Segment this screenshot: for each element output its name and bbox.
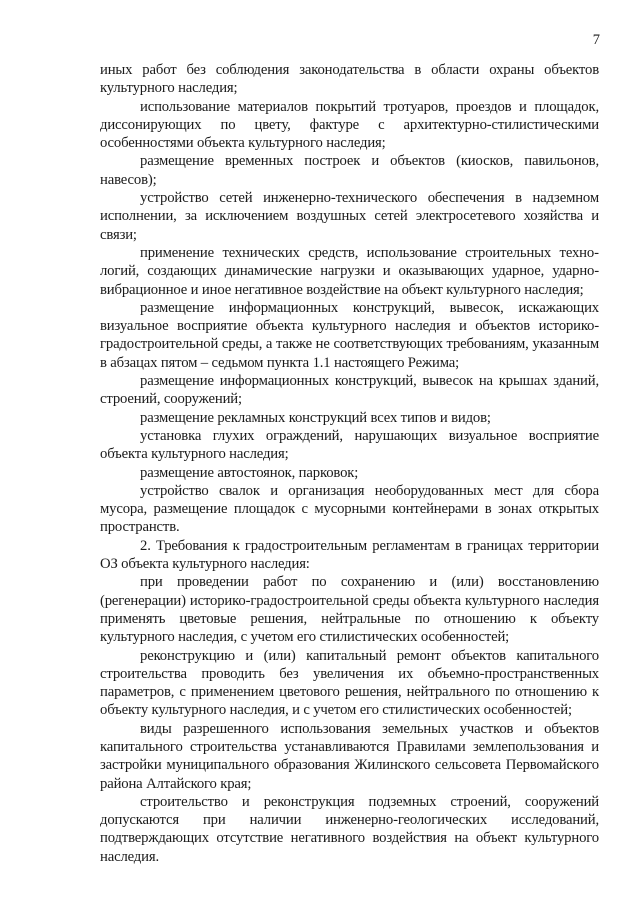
paragraph: установка глухих ограждений, нарушающих визуальное восприятие объекта культурного наследия;: [100, 427, 599, 463]
paragraph: использование материалов покрытий тротуаров, проездов и площадок, диссонирующих по цвету, фактуре с архитектурно-стилистическими особенностями объекта культурного наследия;: [100, 98, 599, 152]
section-heading-paragraph: 2. Требования к градостроительным регламентам в границах территории ОЗ объекта культурного наследия:: [100, 537, 599, 573]
paragraph: применение технических средств, использование строительных технологий, создающих динамические нагрузки и оказывающих ударное, ударно-вибрационное и иное негативное воздействие на объект культурного наследия;: [100, 244, 599, 298]
paragraph: виды разрешенного использования земельных участков и объектов капитального строительства устанавливаются Правилами землепользования и застройки муниципального образования Жилинского сельсовета Первомайского района Алтайского края;: [100, 720, 599, 792]
page-number: 7: [592, 32, 600, 48]
paragraph: размещение временных построек и объектов (киосков, павильонов, навесов);: [100, 153, 599, 188]
paragraph: реконструкцию и (или) капитальный ремонт объектов капитального строительства проводить без увеличения их объемно-пространственных параметров, с применением цветового решения, нейтрального по отношению к объекту культурного наследия, и с учетом его стилистических особенностей;: [100, 647, 599, 719]
paragraph: устройство сетей инженерно-технического обеспечения в надземном исполнении, за исключением воздушных сетей электросетевого хозяйства и связи;: [100, 190, 599, 243]
paragraph: размещение информационных конструкций, вывесок, искажающих визуальное восприятие объекта культурного наследия и объектов историко-градостроительной среды, а также не соответствующих требованиям, указанным в абзацах пятом – седьмом пункта 1.1 настоящего Режима;: [100, 299, 599, 371]
document-body: [100, 61, 599, 866]
paragraph: при проведении работ по сохранению и (или) восстановлению (регенерации) историко-градостроительной среды объекта культурного наследия применять цветовые решения, нейтральные по отношению к объекту культурного наследия, с учетом его стилистических особенностей;: [100, 574, 599, 646]
paragraph: устройство свалок и организация необорудованных мест для сбора мусора, размещение площадок с мусорными контейнерами в зонах открытых пространств.: [100, 482, 599, 536]
paragraph: размещение автостоянок, парковок;: [140, 464, 359, 481]
paragraph: размещение информационных конструкций, вывесок на крышах зданий, строений, сооружений;: [100, 373, 599, 408]
paragraph: размещение рекламных конструкций всех типов и видов;: [140, 409, 491, 426]
paragraph: строительство и реконструкция подземных строений, сооружений допускаются при наличии инженерно-геологических исследований, подтверждающих отсутствие негативного воздействия на объект культурного наследия.: [100, 793, 599, 865]
paragraph-continued: иных работ без соблюдения законодательства в области охраны объектов культурного наследия;: [100, 62, 599, 97]
